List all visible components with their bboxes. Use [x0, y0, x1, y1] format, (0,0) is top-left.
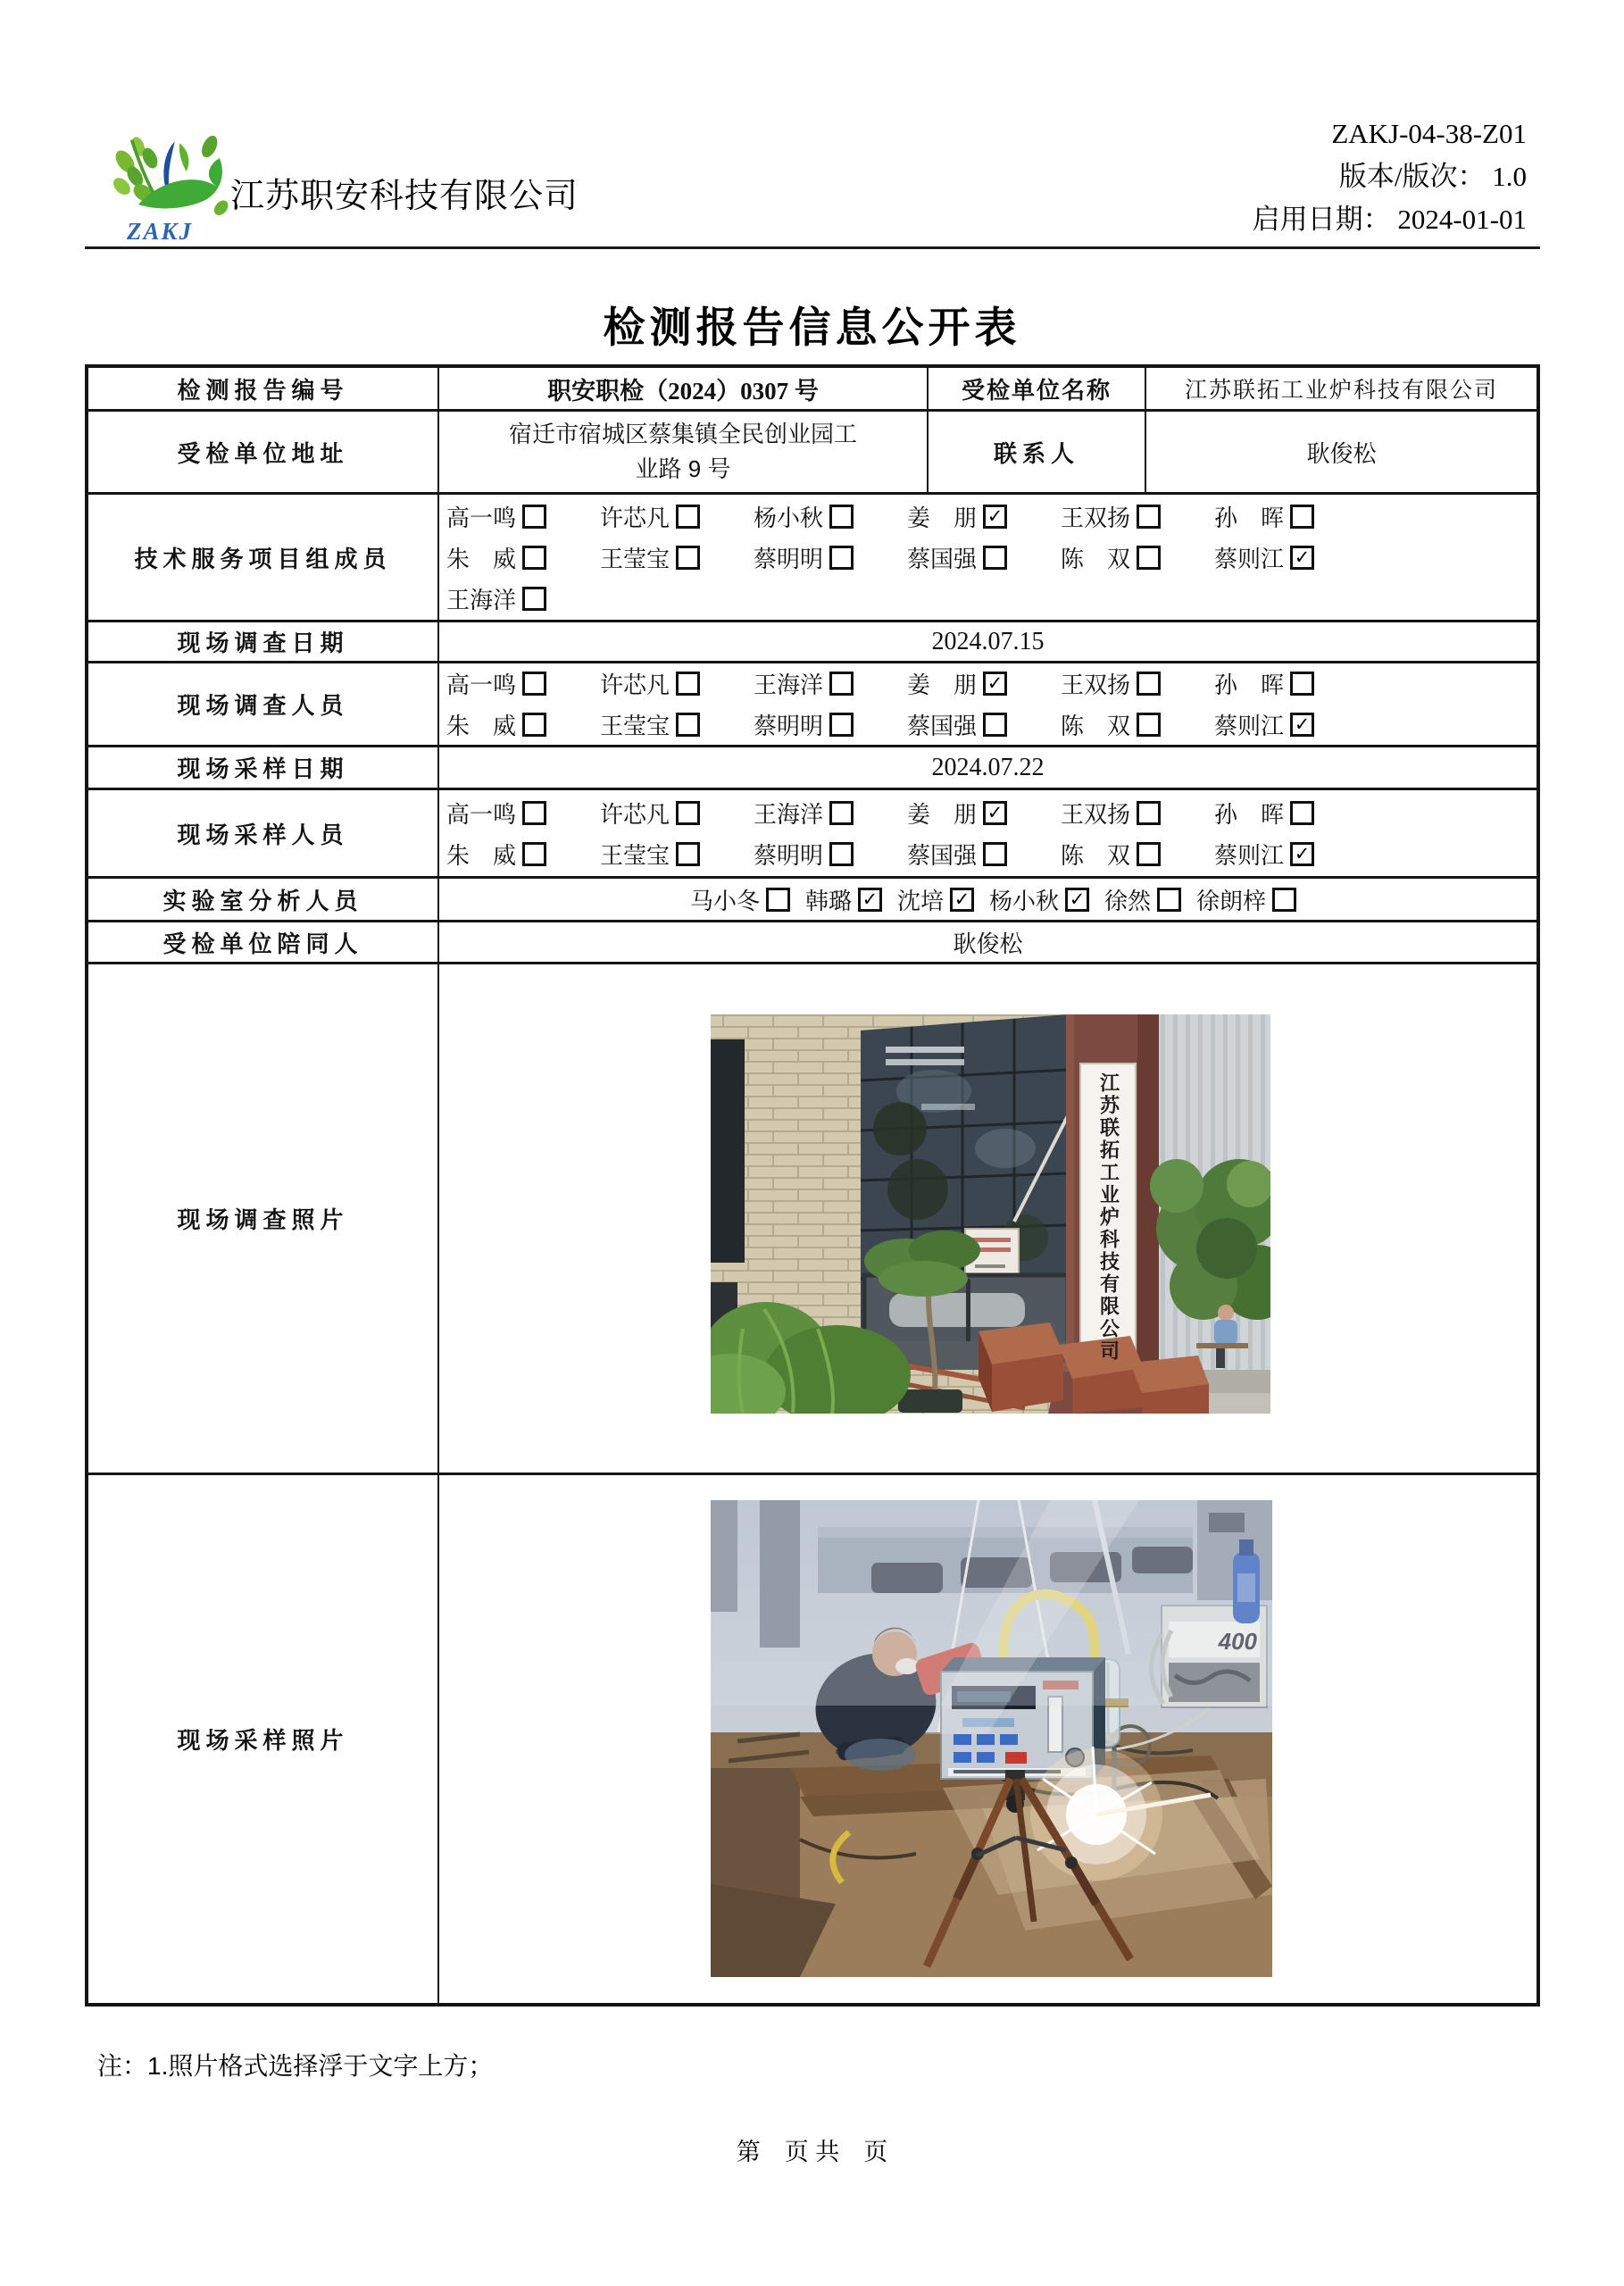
tech-team-line	[439, 578, 1537, 619]
unit-name-value: 江苏联拓工业炉科技有限公司	[1145, 368, 1537, 409]
site-survey-photo	[711, 1014, 1270, 1414]
sampling-staff-line	[439, 792, 1537, 833]
tech-team-members	[437, 495, 1537, 620]
person-name: 朱 威	[446, 841, 517, 869]
contact-value: 耿俊松	[1145, 412, 1537, 492]
person-checkbox-item	[907, 667, 1061, 700]
person-checkbox-item	[1214, 708, 1368, 741]
person-checkbox-item	[754, 708, 907, 741]
unit-address-label: 受检单位地址	[177, 439, 349, 467]
checkbox-empty-icon[interactable]	[766, 888, 790, 912]
person-checkbox-item	[1061, 500, 1214, 533]
person-checkbox-item	[1214, 797, 1368, 830]
person-checkbox-item	[907, 708, 1061, 741]
person-name: 陈 双	[1061, 712, 1131, 739]
report-no-label: 检测报告编号	[177, 376, 349, 404]
person-checkbox-item	[1196, 883, 1296, 916]
table-row-survey-date	[88, 620, 1537, 661]
person-checkbox-item	[1214, 541, 1368, 574]
checkbox-checked-icon[interactable]: ✓	[1290, 546, 1314, 570]
person-checkbox-item	[446, 667, 600, 700]
person-name: 高一鸣	[446, 504, 517, 531]
person-checkbox-item	[446, 708, 600, 741]
person-checkbox-item	[1061, 797, 1214, 830]
person-name: 徐然	[1104, 887, 1152, 914]
checkbox-empty-icon[interactable]	[983, 842, 1007, 866]
table-row-tech-team	[88, 492, 1537, 620]
person-name: 许芯凡	[600, 504, 670, 531]
sampling-photo-graphic	[711, 1500, 1272, 1977]
checkbox-empty-icon[interactable]	[1137, 842, 1161, 866]
person-name: 姜 朋	[907, 672, 978, 699]
person-name: 朱 威	[446, 712, 517, 739]
checkbox-empty-icon[interactable]	[676, 546, 700, 570]
person-checkbox-item	[754, 838, 907, 871]
doc-code: ZAKJ-04-38-Z01	[1331, 118, 1527, 149]
person-checkbox-item	[754, 797, 907, 830]
person-name: 王海洋	[446, 586, 517, 613]
company-pillar-sign: 江苏联拓工业炉科技有限公司	[1097, 1072, 1120, 1363]
checkbox-empty-icon[interactable]	[1137, 672, 1161, 696]
escort-value: 耿俊松	[437, 922, 1537, 962]
person-name: 陈 双	[1061, 841, 1131, 869]
checkbox-checked-icon[interactable]: ✓	[950, 888, 974, 912]
person-name: 蔡国强	[907, 712, 978, 739]
person-checkbox-item	[754, 541, 907, 574]
person-name: 许芯凡	[600, 672, 670, 699]
checkbox-checked-icon[interactable]: ✓	[983, 801, 1007, 825]
person-name: 孙 晖	[1214, 504, 1285, 531]
unit-address-value	[437, 412, 927, 492]
table-row-sampling-date	[88, 745, 1537, 788]
person-checkbox-item	[600, 500, 754, 533]
person-name: 蔡明明	[754, 841, 824, 869]
person-name: 蔡明明	[754, 712, 824, 739]
welding-machine-label: 400	[1218, 1628, 1257, 1655]
person-checkbox-item	[1214, 838, 1368, 871]
checkbox-checked-icon[interactable]: ✓	[1290, 713, 1314, 737]
person-checkbox-item	[446, 582, 600, 615]
person-name: 杨小秋	[989, 887, 1060, 914]
person-name: 马小冬	[689, 887, 760, 914]
person-checkbox-item	[600, 708, 754, 741]
checkbox-empty-icon[interactable]	[1137, 546, 1161, 570]
person-name: 徐朗梓	[1196, 887, 1267, 914]
unit-address-line2: 业路 9 号	[635, 455, 731, 482]
person-name: 沈培	[896, 887, 944, 914]
checkbox-empty-icon[interactable]	[829, 505, 854, 529]
footnote: 注：1.照片格式选择浮于文字上方；	[97, 2052, 494, 2080]
table-row-report-no	[88, 368, 1537, 409]
person-checkbox-item	[1061, 667, 1214, 700]
person-name: 高一鸣	[446, 800, 517, 828]
checkbox-empty-icon[interactable]	[522, 546, 546, 570]
survey-staff-label: 现场调查人员	[177, 692, 349, 719]
checkbox-empty-icon[interactable]	[1137, 505, 1161, 529]
sampling-staff-members	[437, 790, 1537, 876]
unit-address-line1: 宿迁市宿城区蔡集镇全民创业园工	[508, 421, 857, 447]
person-checkbox-item	[1104, 883, 1181, 916]
sampling-date-label: 现场采样日期	[177, 755, 349, 782]
survey-photo-label: 现场调查照片	[177, 1206, 349, 1233]
person-checkbox-item	[805, 883, 882, 916]
checkbox-empty-icon[interactable]	[522, 713, 546, 737]
person-checkbox-item	[907, 797, 1061, 830]
lab-staff-members	[679, 879, 1296, 920]
person-name: 王莹宝	[600, 841, 670, 869]
survey-staff-line	[439, 663, 1537, 705]
person-checkbox-item	[989, 883, 1089, 916]
person-name: 王海洋	[754, 672, 824, 699]
checkbox-empty-icon[interactable]	[829, 713, 854, 737]
person-checkbox-item	[1061, 838, 1214, 871]
person-name: 蔡国强	[907, 841, 978, 869]
checkbox-empty-icon[interactable]	[522, 842, 546, 866]
doc-start-date: 启用日期： 2024-01-01	[1252, 204, 1527, 235]
report-table	[85, 364, 1540, 2007]
tech-team-label: 技术服务项目组成员	[134, 545, 392, 572]
person-checkbox-item	[1061, 541, 1214, 574]
person-checkbox-item	[446, 838, 600, 871]
sampling-date-value: 2024.07.22	[437, 747, 1537, 788]
person-name: 王双扬	[1061, 672, 1131, 699]
person-checkbox-item	[897, 883, 974, 916]
checkbox-empty-icon[interactable]	[676, 842, 700, 866]
logo-text: ZAKJ	[127, 218, 194, 245]
checkbox-empty-icon[interactable]	[522, 801, 546, 825]
sampling-photo-cell	[437, 1475, 1537, 2003]
person-name: 王双扬	[1061, 504, 1131, 531]
person-checkbox-item	[446, 500, 600, 533]
checkbox-checked-icon[interactable]: ✓	[1290, 842, 1314, 866]
checkbox-empty-icon[interactable]	[1272, 888, 1296, 912]
checkbox-checked-icon[interactable]: ✓	[983, 505, 1007, 529]
tech-team-line	[439, 496, 1537, 537]
doc-version: 版本/版次： 1.0	[1338, 161, 1527, 192]
person-checkbox-item	[907, 500, 1061, 533]
tech-team-line	[439, 537, 1537, 578]
person-name: 蔡明明	[754, 545, 824, 572]
checkbox-empty-icon[interactable]	[522, 505, 546, 529]
checkbox-empty-icon[interactable]	[522, 587, 546, 611]
survey-photo-cell	[437, 964, 1537, 1473]
unit-name-label: 受检单位名称	[927, 368, 1145, 409]
checkbox-empty-icon[interactable]	[983, 713, 1007, 737]
checkbox-empty-icon[interactable]	[676, 505, 700, 529]
table-row-sampling-photo	[88, 1473, 1537, 2003]
person-name: 王海洋	[754, 800, 824, 828]
checkbox-empty-icon[interactable]	[1157, 888, 1181, 912]
company-logo	[105, 125, 239, 250]
person-name: 杨小秋	[754, 504, 824, 531]
person-checkbox-item	[600, 541, 754, 574]
person-name: 姜 朋	[907, 800, 978, 828]
survey-photo-graphic	[711, 1014, 1270, 1414]
person-name: 蔡则江	[1214, 712, 1285, 739]
person-checkbox-item	[600, 797, 754, 830]
person-name: 王双扬	[1061, 800, 1131, 828]
person-checkbox-item	[754, 667, 907, 700]
person-name: 韩璐	[804, 887, 852, 914]
checkbox-empty-icon[interactable]	[1290, 672, 1314, 696]
checkbox-empty-icon[interactable]	[983, 546, 1007, 570]
person-name: 孙 晖	[1214, 800, 1285, 828]
person-checkbox-item	[1214, 667, 1368, 700]
table-row-sampling-staff	[88, 788, 1537, 876]
sampling-staff-line	[439, 833, 1537, 874]
person-checkbox-item	[907, 838, 1061, 871]
person-checkbox-item	[1214, 500, 1368, 533]
header-divider	[85, 246, 1540, 249]
person-name: 姜 朋	[907, 504, 978, 531]
report-no-value: 职安职检（2024）0307 号	[437, 368, 927, 409]
person-checkbox-item	[690, 883, 790, 916]
survey-date-label: 现场调查日期	[177, 630, 349, 656]
person-checkbox-item	[446, 541, 600, 574]
checkbox-empty-icon[interactable]	[829, 801, 854, 825]
contact-label: 联系人	[927, 412, 1145, 492]
person-name: 许芯凡	[600, 800, 670, 828]
document-meta	[1253, 113, 1527, 241]
checkbox-checked-icon[interactable]: ✓	[858, 888, 882, 912]
person-name: 蔡国强	[907, 545, 978, 572]
logo-leaves-icon	[105, 125, 239, 216]
person-name: 高一鸣	[446, 672, 517, 699]
checkbox-empty-icon[interactable]	[1290, 801, 1314, 825]
person-name: 王莹宝	[600, 545, 670, 572]
page-footer: 第 页 共 页	[736, 2139, 888, 2165]
checkbox-empty-icon[interactable]	[1137, 713, 1161, 737]
table-row-escort	[88, 920, 1537, 962]
checkbox-empty-icon[interactable]	[829, 546, 854, 570]
company-name: 江苏职安科技有限公司	[230, 178, 579, 215]
person-checkbox-item	[1061, 708, 1214, 741]
checkbox-empty-icon[interactable]	[1137, 801, 1161, 825]
sampling-staff-label: 现场采样人员	[177, 821, 349, 848]
site-sampling-photo	[711, 1500, 1272, 1977]
person-checkbox-item	[600, 838, 754, 871]
person-name: 王莹宝	[600, 712, 670, 739]
table-row-lab-staff	[88, 876, 1537, 920]
sampling-photo-label: 现场采样照片	[177, 1727, 349, 1754]
person-checkbox-item	[446, 797, 600, 830]
person-name: 蔡则江	[1214, 545, 1285, 572]
checkbox-empty-icon[interactable]	[676, 713, 700, 737]
checkbox-empty-icon[interactable]	[676, 672, 700, 696]
checkbox-empty-icon[interactable]	[522, 672, 546, 696]
checkbox-empty-icon[interactable]	[829, 672, 854, 696]
lab-staff-label: 实验室分析人员	[162, 887, 363, 914]
survey-staff-line	[439, 705, 1537, 746]
person-checkbox-item	[600, 667, 754, 700]
person-name: 陈 双	[1061, 545, 1131, 572]
person-checkbox-item	[754, 500, 907, 533]
checkbox-checked-icon[interactable]: ✓	[1065, 888, 1089, 912]
table-row-survey-staff	[88, 661, 1537, 745]
table-row-survey-photo	[88, 962, 1537, 1473]
checkbox-empty-icon[interactable]	[1290, 505, 1314, 529]
checkbox-checked-icon[interactable]: ✓	[983, 672, 1007, 696]
person-name: 孙 晖	[1214, 672, 1285, 699]
person-name: 朱 威	[446, 545, 517, 572]
table-row-address	[88, 409, 1537, 492]
survey-staff-members	[437, 663, 1537, 745]
checkbox-empty-icon[interactable]	[676, 801, 700, 825]
page-title: 检测报告信息公开表	[603, 304, 1021, 351]
person-name: 蔡则江	[1214, 841, 1285, 869]
person-checkbox-item	[907, 541, 1061, 574]
escort-label: 受检单位陪同人	[162, 930, 363, 957]
survey-date-value: 2024.07.15	[437, 622, 1537, 661]
checkbox-empty-icon[interactable]	[829, 842, 854, 866]
